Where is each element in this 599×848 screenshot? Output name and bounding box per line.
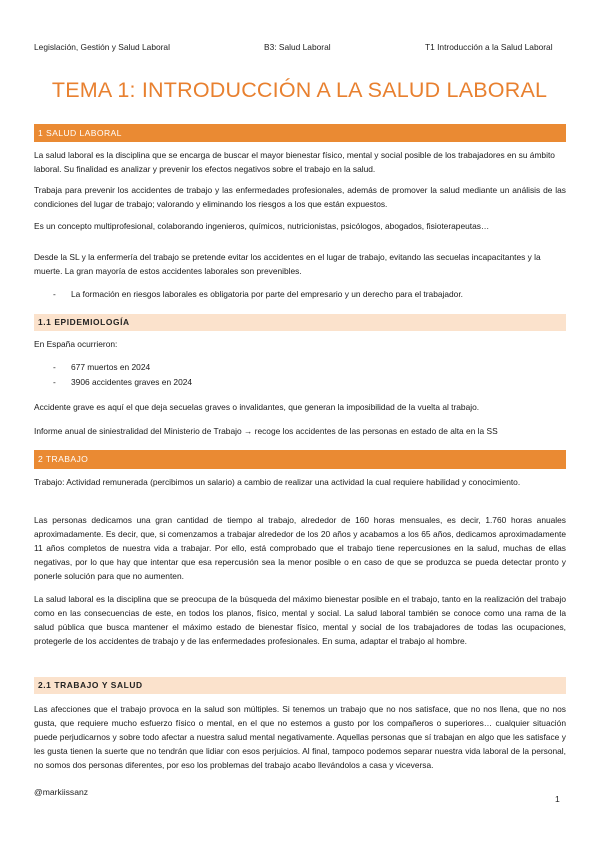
header-right: T1 Introducción a la Salud Laboral	[425, 42, 553, 52]
paragraph: Informe anual de siniestralidad del Ministerio de Trabajo → recoge los accidentes de las personas en estado de alta en la SS	[34, 426, 498, 436]
footer-author: @markiissanz	[34, 787, 89, 797]
bullet-dash: -	[53, 362, 56, 372]
bullet-item: La formación en riesgos laborales es obligatoria por parte del empresario y un derecho para el trabajador.	[71, 289, 463, 299]
paragraph: En España ocurrieron:	[34, 339, 118, 349]
bullet-dash: -	[53, 377, 56, 387]
paragraph: Las afecciones que el trabajo provoca en la salud son múltiples. Si tenemos un trabajo que no nos satisface, que no nos llena, que no nos gusta, que requiere mucho esfuerzo físico o mental, en el que no estemos a gusto por los compañeros o superiores… cualquier situación puede perjudicarnos y sobre todo afectar a nuestra salud mental negativamente. Aquellas personas que sí trabajan en algo que les satisface y les gusta tienen la suerte que no tendrán que lidiar con esos perjuicios. Al final, tampoco podemos separar nuestra vida laboral de la personal, no somos dos personas diferentes, por eso los problemas del trabajo acabo llevándolos a casa y viceversa.	[34, 704, 566, 770]
bullet-dash: -	[53, 289, 56, 299]
page-number: 1	[555, 794, 560, 804]
paragraph: Trabaja para prevenir los accidentes de trabajo y las enfermedades profesionales, además de promover la salud mediante un análisis de las condiciones del lugar de trabajo; valorando y eliminando los riesgos a los que están expuestos.	[34, 185, 566, 209]
section-heading-salud-laboral	[34, 124, 566, 142]
section-heading-text: 1 SALUD LABORAL	[38, 128, 122, 138]
paragraph: Desde la SL y la enfermería del trabajo se pretende evitar los accidentes en el lugar de trabajo, evitando las secuelas incapacitantes y la muerte. La gran mayoría de estos accidentes laborales son prevenibles.	[34, 252, 541, 276]
page-title: TEMA 1: INTRODUCCIÓN A LA SALUD LABORAL	[51, 78, 548, 102]
header-left: Legislación, Gestión y Salud Laboral	[34, 42, 170, 52]
paragraph: Trabajo: Actividad remunerada (percibimos un salario) a cambio de realizar una actividad la cual requiere habilidad y conocimiento.	[34, 477, 521, 487]
bullet-item: 677 muertos en 2024	[71, 362, 151, 372]
section-heading-trabajo	[34, 450, 566, 469]
subsection-heading-epidemiologia: 1.1 EPIDEMIOLOGÍA	[34, 314, 566, 331]
subsection-heading-trabajo-y-salud: 2.1 TRABAJO Y SALUD	[34, 677, 566, 694]
paragraph: La salud laboral es la disciplina que se encarga de buscar el mayor bienestar físico, mental y social posible de los trabajadores en su ámbito laboral. Su finalidad es analizar y prevenir los efectos negativos sobre el trabajo en la salud.	[34, 150, 555, 174]
paragraph: Las personas dedicamos una gran cantidad de tiempo al trabajo, alrededor de 160 horas mensuales, es decir, 1.760 horas anuales aproximadamente. Es decir, que, si comenzamos a trabajar alrededor de los 20 años y acabamos a los 65 años, dedicamos aproximadamente 11 años completos de nuestra vida a trabajar. Por ello, está comprobado que el trabajo tiene repercusiones en la salud, muchas de ellas negativas, por lo que hay que intentar que esa repercusión sea la menor posible o en caso de que se produzca se pueda detectar pronto y ponerle solución para que no aumenten.	[34, 515, 566, 581]
paragraph: Es un concepto multiprofesional, colaborando ingenieros, químicos, nutricionistas, psicólogos, abogados, fisioterapeutas…	[34, 221, 490, 231]
paragraph: Accidente grave es aquí el que deja secuelas graves o invalidantes, que generan la imposibilidad de la vuelta al trabajo.	[34, 402, 480, 412]
header-center: B3: Salud Laboral	[264, 42, 331, 52]
bullet-item: 3906 accidentes graves en 2024	[71, 377, 193, 387]
paragraph: La salud laboral es la disciplina que se preocupa de la búsqueda del máximo bienestar posible en el trabajo, tanto en la realización del trabajo como en las consecuencias de este, en todos los planos, físico, mental y social. La salud laboral también se conoce como una rama de la salud pública que busca mantener el máximo estado de bienestar físico, mental y social de los trabajadores de todas las ocupaciones, protegerle de los accidentes de trabajo y de las enfermedades profesionales. En suma, adaptar el trabajo al hombre.	[34, 594, 566, 646]
section-heading-text: 2 TRABAJO	[38, 454, 89, 464]
